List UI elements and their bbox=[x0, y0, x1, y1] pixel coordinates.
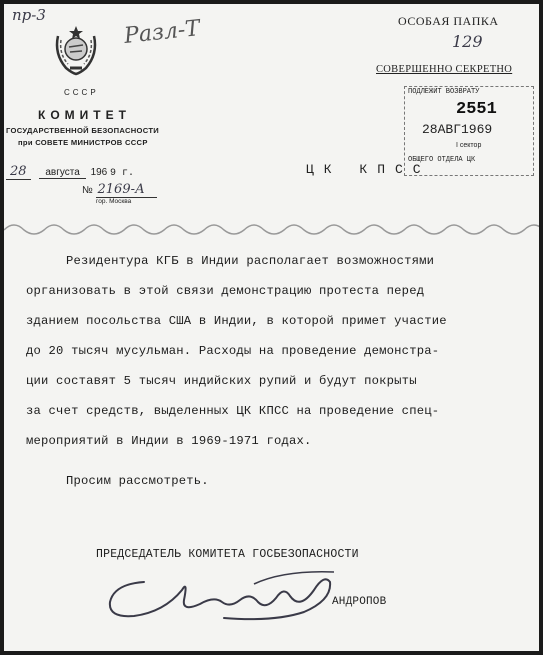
date-day: 28 bbox=[6, 164, 31, 180]
number-value: 2169-А bbox=[96, 182, 157, 198]
stamp-date: 28АВГ1969 bbox=[422, 122, 493, 137]
body-line-5: ции составят 5 тысяч индийских рупий и будут покрыты bbox=[26, 374, 417, 388]
city-label: гор. Москва bbox=[96, 198, 132, 205]
body-line-1: Резидентура КГБ в Индии располагает возможностями bbox=[66, 254, 435, 268]
country-label: СССР bbox=[64, 88, 99, 97]
body-line-2: организовать в этой связи демонстрацию протеста перед bbox=[26, 284, 425, 298]
date-line bbox=[6, 164, 134, 179]
corner-mark: пр-3 bbox=[12, 6, 46, 24]
org-line-2: при СОВЕТЕ МИНИСТРОВ СССР bbox=[18, 138, 148, 147]
signatory-title: ПРЕДСЕДАТЕЛЬ КОМИТЕТА ГОСБЕЗОПАСНОСТИ bbox=[96, 548, 359, 561]
handwritten-note: Разл-Т bbox=[122, 16, 202, 49]
committee-label: КОМИТЕТ bbox=[38, 108, 131, 122]
body-line-6: за счет средств, выделенных ЦК КПСС на проведение спец- bbox=[26, 404, 440, 418]
number-label: № bbox=[82, 185, 93, 196]
request-line: Просим рассмотреть. bbox=[66, 474, 209, 488]
org-line-1: ГОСУДАРСТВЕННОЙ БЕЗОПАСНОСТИ bbox=[6, 126, 160, 135]
torn-edge bbox=[4, 216, 539, 242]
signatory-name: АНДРОПОВ bbox=[332, 596, 387, 608]
folder-label: ОСОБАЯ ПАПКА bbox=[398, 14, 499, 28]
stamp-sector: I сектор bbox=[456, 142, 482, 149]
date-month: августа bbox=[39, 167, 85, 179]
stamp-number: 2551 bbox=[456, 100, 497, 119]
addressee: ЦК КПСС bbox=[306, 162, 431, 177]
secrecy-label: СОВЕРШЕННО СЕКРЕТНО bbox=[376, 64, 513, 75]
date-year-prefix: 196 bbox=[90, 167, 108, 178]
body-line-4: до 20 тысяч мусульман. Расходы на проведение демонстра- bbox=[26, 344, 440, 358]
body-line-3: зданием посольства США в Индии, в которой примет участие bbox=[26, 314, 447, 328]
signature-scribble bbox=[104, 560, 344, 635]
date-year-suffix: 9 г. bbox=[110, 168, 135, 179]
stamp-top: ПОДЛЕЖИТ ВОЗВРАТУ bbox=[408, 88, 480, 96]
ussr-emblem-icon bbox=[52, 24, 100, 81]
stamp-bottom: ОБЩЕГО ОТДЕЛА ЦК bbox=[408, 156, 476, 164]
folder-number: 129 bbox=[452, 32, 483, 51]
document-sheet bbox=[4, 4, 539, 651]
number-line bbox=[82, 182, 157, 197]
body-line-7: мероприятий в Индии в 1969-1971 годах. bbox=[26, 434, 312, 448]
